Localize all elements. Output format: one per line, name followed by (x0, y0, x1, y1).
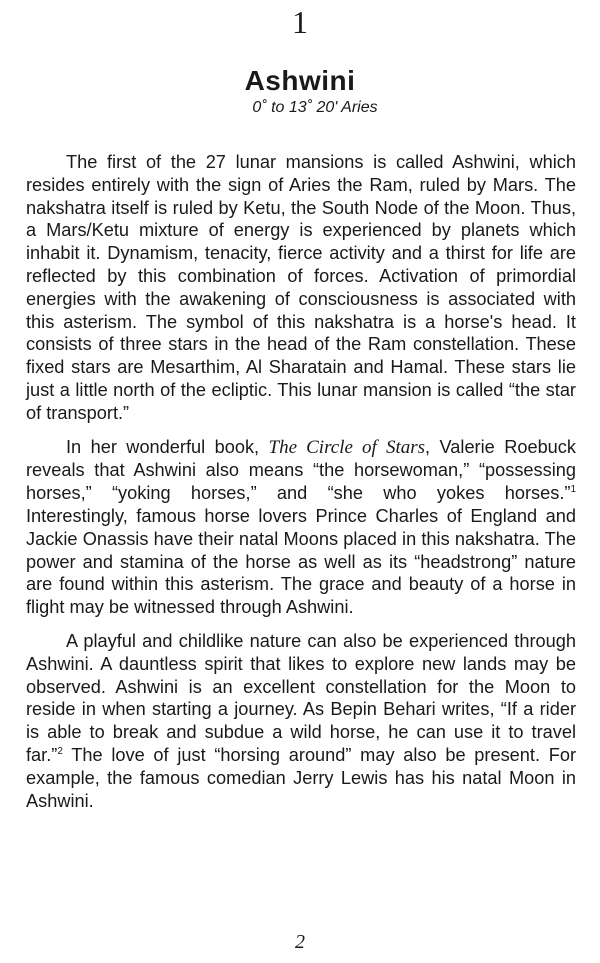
paragraph-3 (26, 630, 576, 812)
paragraph-2-rest: Interestingly, famous horse lovers Prince Charles of England and Jackie Onassis have their natal Moons placed in this nakshatra. The power and stamina of the horse as well as its “headstrong” nature are found within this asterism. The grace and beauty of a horse in flight may be witnessed through Ashwini. (26, 505, 576, 618)
paragraph-2 (26, 436, 576, 619)
footnote-marker-2: 2 (57, 745, 63, 757)
footnote-marker-1: 1 (570, 484, 576, 496)
chapter-title: Ashwini (244, 65, 356, 96)
paragraph-1: The first of the 27 lunar mansions is called Ashwini, which resides entirely with the sign of Aries the Ram, ruled by Mars. The nakshatra itself is ruled by Ketu, the South Node of the Moon. Thus, a Mars/Ketu mixture of energy is experienced by planets which inhabit it. Dynamism, tenacity, fierce activity and a thirst for life are reflected by this combination of forces. Activation of primordial energies with the awakening of consciousness is associated with this asterism. The symbol of this nakshatra is a horse's head. It consists of three stars in the head of the Ram constellation. These fixed stars are Mesarthim, Al Sharatain and Hamal. These stars lie just a little north of the ecliptic. This lunar mansion is called “the star of transport.” (26, 152, 576, 423)
paragraph-3-rest: The love of just “horsing around” may also be present. For example, the famous comedian Jerry Lewis has his natal Moon in Ashwini. (26, 744, 576, 811)
chapter-subtitle: 0˚ to 13˚ 20' Aries (252, 99, 378, 116)
page-number: 2 (295, 931, 305, 953)
paragraph-3-intro: A playful and childlike nature can also be experienced through Ashwini. A dauntless spirit that likes to explore new lands may be observed. Ashwini is an excellent constellation for the Moon to reside in when starting a journey. As Bepin Behari writes, “If a rider is able to break and subdue a wild horse, he can use it to travel far.” (26, 630, 576, 765)
paragraph-2-quote: , Valerie Roebuck reveals that Ashwini also means “the horsewoman,” “possessing horses,” “yoking horses,” and “she who yokes horses.” (26, 436, 576, 504)
paragraph-2-intro: In her wonderful book, (66, 436, 269, 457)
chapter-number: 1 (292, 4, 308, 40)
body-text (26, 151, 576, 823)
book-title: The Circle of Stars (268, 436, 426, 458)
